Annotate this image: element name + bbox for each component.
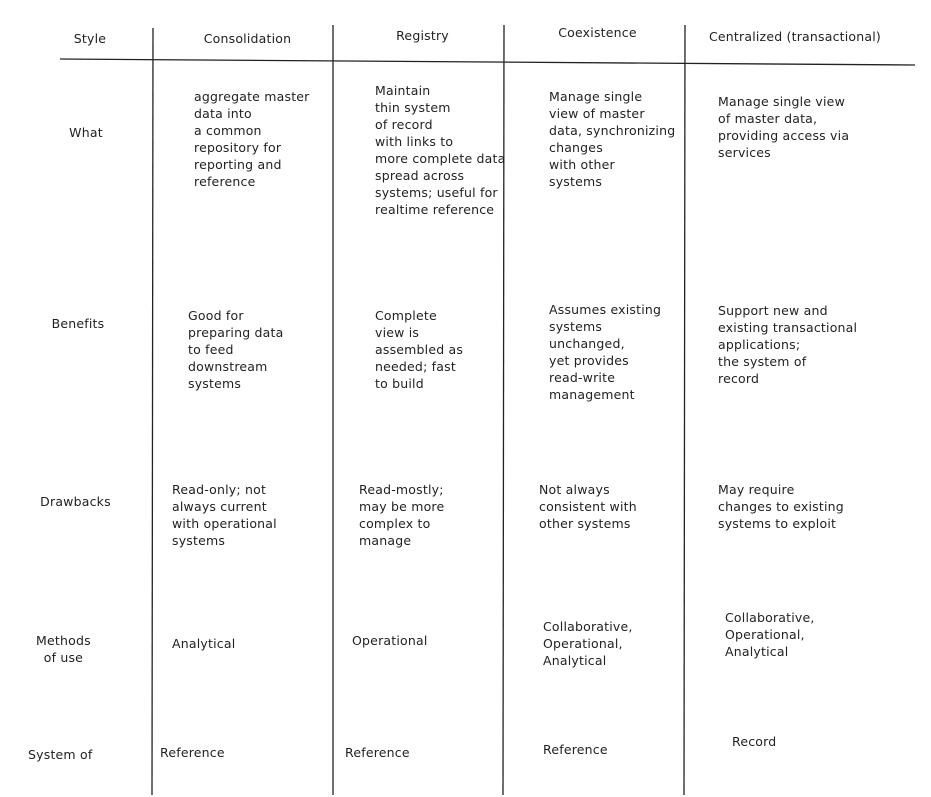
cell-benefits-registry: Complete view is assembled as needed; fast to build	[375, 308, 464, 391]
cell-methods-centralized: Collaborative, Operational, Analytical	[725, 610, 815, 659]
header-style: Style	[73, 31, 107, 46]
row-label-drawbacks: Drawbacks	[40, 494, 111, 509]
cell-methods-coexistence: Collaborative, Operational, Analytical	[543, 619, 633, 668]
cell-what-consolidation: aggregate master data into a common repository for reporting and reference	[194, 89, 310, 189]
row-label-methods-of-use: Methods of use	[36, 633, 91, 665]
row-label-system-of: System of	[28, 747, 93, 762]
cell-system-coexistence: Reference	[543, 742, 608, 757]
cell-drawbacks-consolidation: Read-only; not always current with operational systems	[172, 482, 277, 548]
cell-methods-consolidation: Analytical	[172, 636, 236, 651]
cell-system-centralized: Record	[732, 734, 777, 749]
header-consolidation: Consolidation	[203, 31, 292, 46]
column-divider-4	[684, 25, 685, 795]
row-label-benefits: Benefits	[51, 316, 105, 331]
cell-system-registry: Reference	[345, 745, 410, 760]
row-label-what: What	[69, 125, 103, 140]
cell-what-centralized: Manage single view of master data, providing access via services	[718, 94, 850, 160]
header-coexistence: Coexistence	[558, 25, 637, 40]
cell-system-consolidation: Reference	[160, 745, 225, 760]
header-divider-line	[60, 59, 915, 65]
cell-what-registry: Maintain thin system of record with links to more complete data spread across systems; useful for realtime reference	[375, 83, 506, 217]
cell-methods-registry: Operational	[352, 633, 428, 648]
cell-what-coexistence: Manage single view of master data, synchronizing changes with other systems	[549, 89, 676, 189]
cell-benefits-coexistence: Assumes existing systems unchanged, yet provides read-write management	[549, 302, 662, 402]
cell-drawbacks-coexistence: Not always consistent with other systems	[539, 482, 637, 531]
cell-benefits-centralized: Support new and existing transactional applications; the system of record	[718, 303, 858, 386]
column-divider-1	[152, 28, 153, 795]
cell-drawbacks-registry: Read-mostly; may be more complex to manage	[359, 482, 445, 548]
cell-benefits-consolidation: Good for preparing data to feed downstream systems	[188, 308, 284, 391]
cell-drawbacks-centralized: May require changes to existing systems to exploit	[718, 482, 844, 531]
header-registry: Registry	[396, 28, 449, 43]
header-centralized: Centralized (transactional)	[708, 29, 882, 44]
